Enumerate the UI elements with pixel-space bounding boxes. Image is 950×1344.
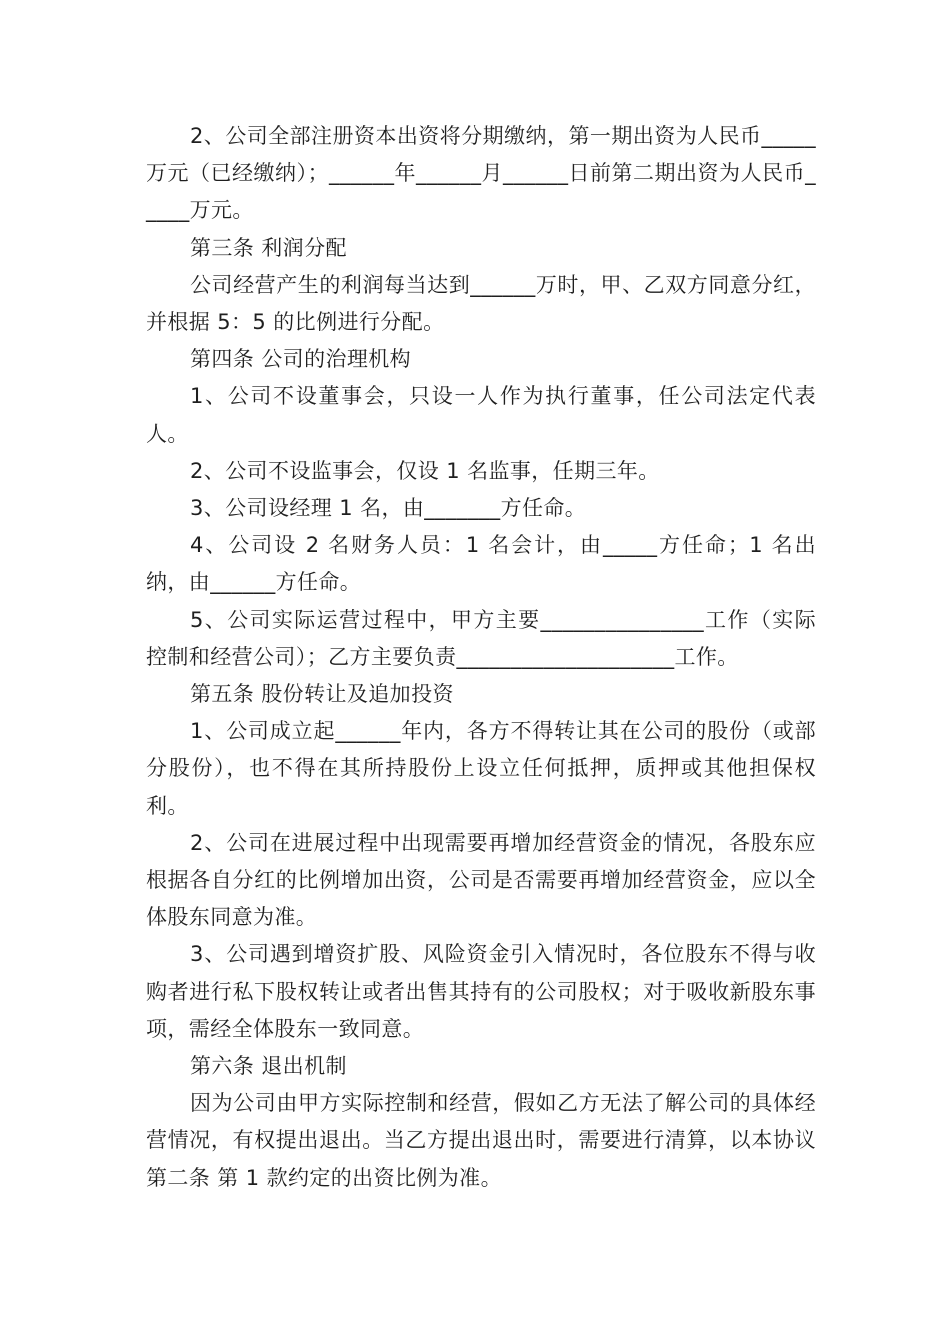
- clause-4-2-supervisor: 2、公司不设监事会，仅设 1 名监事，任期三年。: [190, 458, 660, 483]
- document-body: [146, 118, 816, 1197]
- clause-4-3-manager: 3、公司设经理 1 名，由_______方任命。: [190, 496, 587, 521]
- clause-4-5-responsibilities: 5、公司实际运营过程中，甲方主要_______________工作（实际控制和经营公司）；乙方主要负责____________________工作。: [146, 607, 816, 669]
- clause-5-2-additional-capital: 2、公司在进展过程中出现需要再增加经营资金的情况，各股东应根据各自分红的比例增加出资，公司是否需要再增加经营资金，应以全体股东同意为准。: [146, 830, 816, 930]
- article-5-heading: 第五条 股份转让及追加投资: [190, 682, 454, 707]
- clause-4-1-executive-director: 1、公司不设董事会，只设一人作为执行董事，任公司法定代表人。: [146, 384, 816, 446]
- clause-2-2-capital-installments: 2、公司全部注册资本出资将分期缴纳，第一期出资为人民币_____万元（已经缴纳）；______年______月______日前第二期出资为人民币_____万元。: [146, 124, 816, 223]
- article-3-heading: 第三条 利润分配: [190, 235, 347, 260]
- clause-5-3-capital-increase: 3、公司遇到增资扩股、风险资金引入情况时，各位股东不得与收购者进行私下股权转让或者出售其持有的公司股权；对于吸收新股东事项，需经全体股东一致同意。: [146, 942, 816, 1041]
- clause-4-4-finance-staff: 4、公司设 2 名财务人员：1 名会计，由_____方任命；1 名出纳，由______方任命。: [146, 533, 816, 595]
- article-6-exit-mechanism: 因为公司由甲方实际控制和经营，假如乙方无法了解公司的具体经营情况，有权提出退出。当乙方提出退出时，需要进行清算，以本协议第二条 第 1 款约定的出资比例为准。: [146, 1091, 816, 1190]
- article-3-profit-distribution: 公司经营产生的利润每当达到______万时，甲、乙双方同意分红，并根据 5：5 的比例进行分配。: [146, 272, 816, 335]
- article-4-heading: 第四条 公司的治理机构: [190, 347, 412, 372]
- article-6-heading: 第六条 退出机制: [190, 1054, 347, 1079]
- clause-5-1-transfer-restriction: 1、公司成立起______年内，各方不得转让其在公司的股份（或部分股份），也不得在其所持股份上设立任何抵押，质押或其他担保权利。: [146, 719, 816, 818]
